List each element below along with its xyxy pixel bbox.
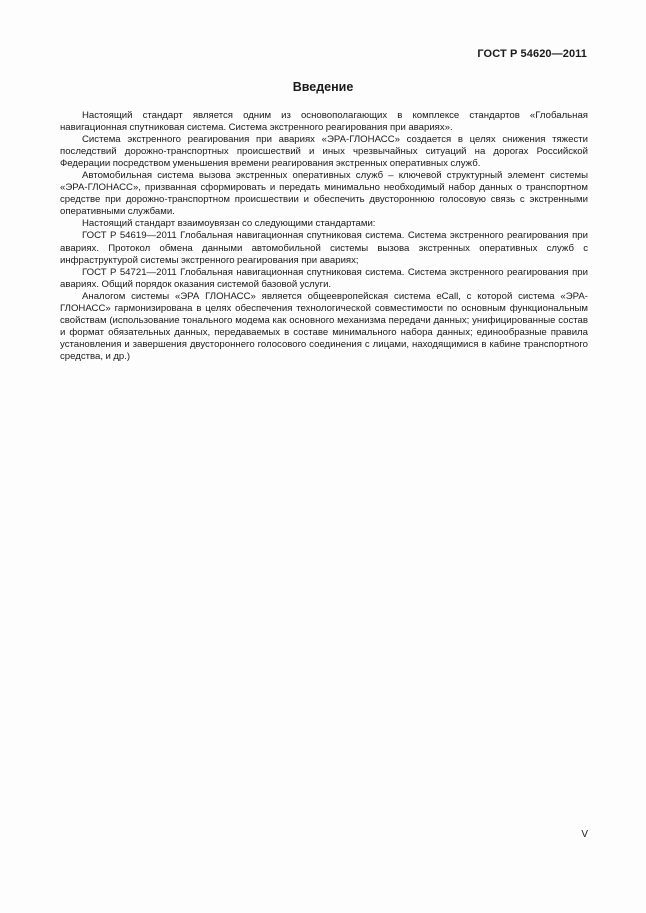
paragraph: Настоящий стандарт является одним из основополагающих в комплексе стандартов «Глобальная навигационная спутниковая система. Система экстренного реагирования при авариях». — [60, 110, 588, 134]
introduction-body — [60, 110, 588, 363]
paragraph: Настоящий стандарт взаимоувязан со следующими стандартами: — [82, 218, 376, 230]
standard-code-header: ГОСТ Р 54620—2011 — [477, 48, 587, 60]
paragraph: Автомобильная система вызова экстренных оперативных служб – ключевой структурный элемент системы «ЭРА-ГЛОНАСС», призванная сформировать и передать минимально необходимый набор данных о транспортном средстве при дорожно-транспортном происшествии и обеспечить двустороннюю голосовую связь с экстренными оперативными службами. — [60, 170, 588, 218]
paragraph: ГОСТ Р 54619—2011 Глобальная навигационная спутниковая система. Система экстренного реагирования при авариях. Протокол обмена данными автомобильной системы вызова экстренных оперативных служб с инфраструктурой системы экстренного реагирования при авариях; — [60, 230, 588, 266]
paragraph: Аналогом системы «ЭРА ГЛОНАСС» является общеевропейская система eCall, с которой система «ЭРА-ГЛОНАСС» гармонизирована в целях обеспечения технологической совместимости по основным функциональным свойствам (использование тонального модема как основного механизма передачи данных; унифицированные состав и формат обязательных данных, передаваемых в составе минимального набора данных; единообразные правила установления и завершения двустороннего голосового соединения с лицами, находящимися в кабине транспортного средства, и др.) — [60, 290, 588, 362]
paragraph: Система экстренного реагирования при авариях «ЭРА-ГЛОНАСС» создается в целях снижения тяжести последствий дорожно-транспортных происшествий и иных чрезвычайных ситуаций на дорогах Российской Федерации посредством уменьшения времени реагирования экстренных оперативных служб. — [60, 134, 588, 170]
section-title: Введение — [292, 80, 354, 94]
paragraph: ГОСТ Р 54721—2011 Глобальная навигационная спутниковая система. Система экстренного реагирования при авариях. Общий порядок оказания системой базовой услуги. — [60, 266, 588, 290]
page-number: V — [581, 829, 588, 840]
